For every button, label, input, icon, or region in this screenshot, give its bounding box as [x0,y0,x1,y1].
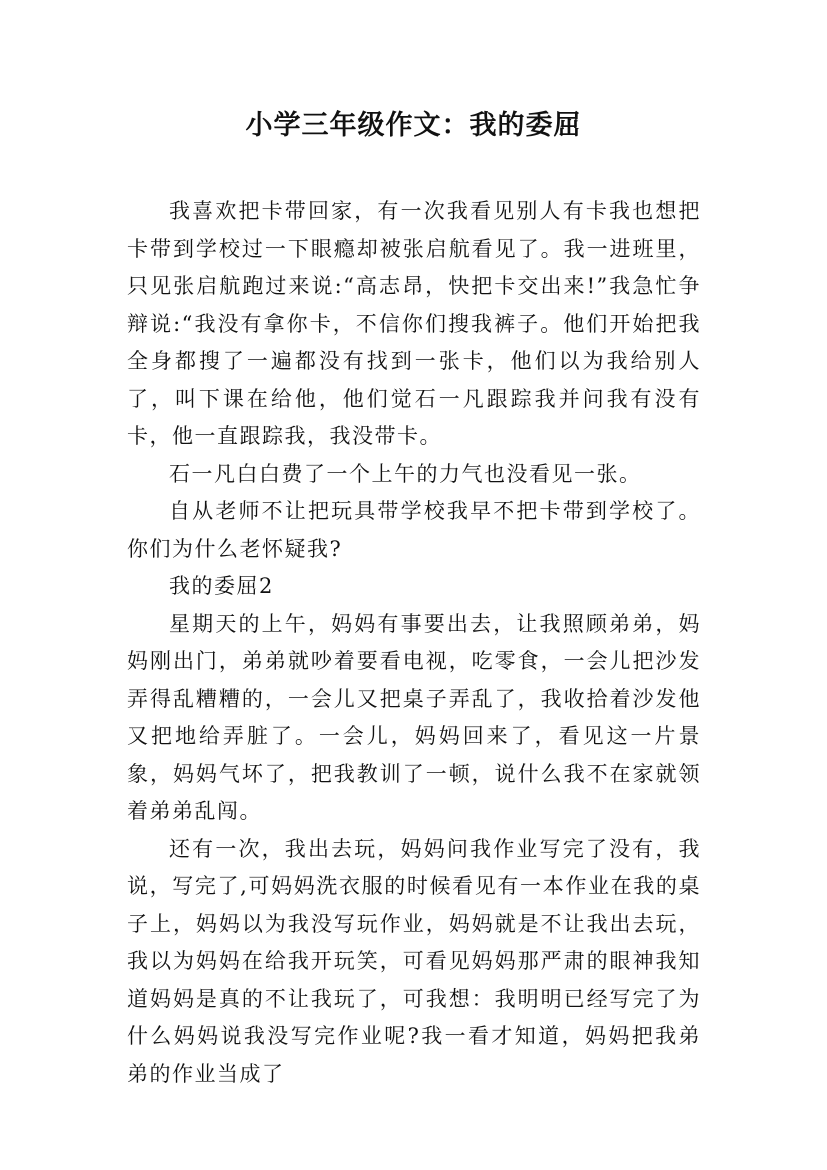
document-body [127,193,701,1093]
document-title: 小学三年级作文：我的委屈 [245,110,582,141]
paragraph-4-subtitle: 我的委屈2 [169,574,274,598]
paragraph-1: 我喜欢把卡带回家，有一次我看见别人有卡我也想把卡带到学校过一下眼瘾却被张启航看见了。我一进班里，只见张启航跑过来说:“高志昂，快把卡交出来!”我急忙争辩说:“我没有拿你卡，不信你们搜我裤子。他们开始把我全身都搜了一遍都没有找到一张卡，他们以为我给别人了，叫下课在给他，他们觉石一凡跟踪我并问我有没有卡，他一直跟踪我，我没带卡。 [127,199,701,448]
paragraph-5: 星期天的上午，妈妈有事要出去，让我照顾弟弟，妈妈刚出门，弟弟就吵着要看电视，吃零食，一会儿把沙发弄得乱糟糟的，一会儿又把桌子弄乱了，我收拾着沙发他又把地给弄脏了。一会儿，妈妈回来了，看见这一片景象，妈妈气坏了，把我教训了一顿，说什么我不在家就领着弟弟乱闯。 [127,611,701,823]
paragraph-6: 还有一次，我出去玩，妈妈问我作业写完了没有，我说，写完了,可妈妈洗衣服的时候看见有一本作业在我的桌子上，妈妈以为我没写玩作业，妈妈就是不让我出去玩，我以为妈妈在给我开玩笑，可看见妈妈那严肃的眼神我知道妈妈是真的不让我玩了，可我想：我明明已经写完了为什么妈妈说我没写完作业呢?我一看才知道，妈妈把我弟弟的作业当成了 [127,836,701,1086]
paragraph-2: 石一凡白白费了一个上午的力气也没看见一张。 [169,461,642,486]
paragraph-3: 自从老师不让把玩具带学校我早不把卡带到学校了。你们为什么老怀疑我? [127,499,701,561]
